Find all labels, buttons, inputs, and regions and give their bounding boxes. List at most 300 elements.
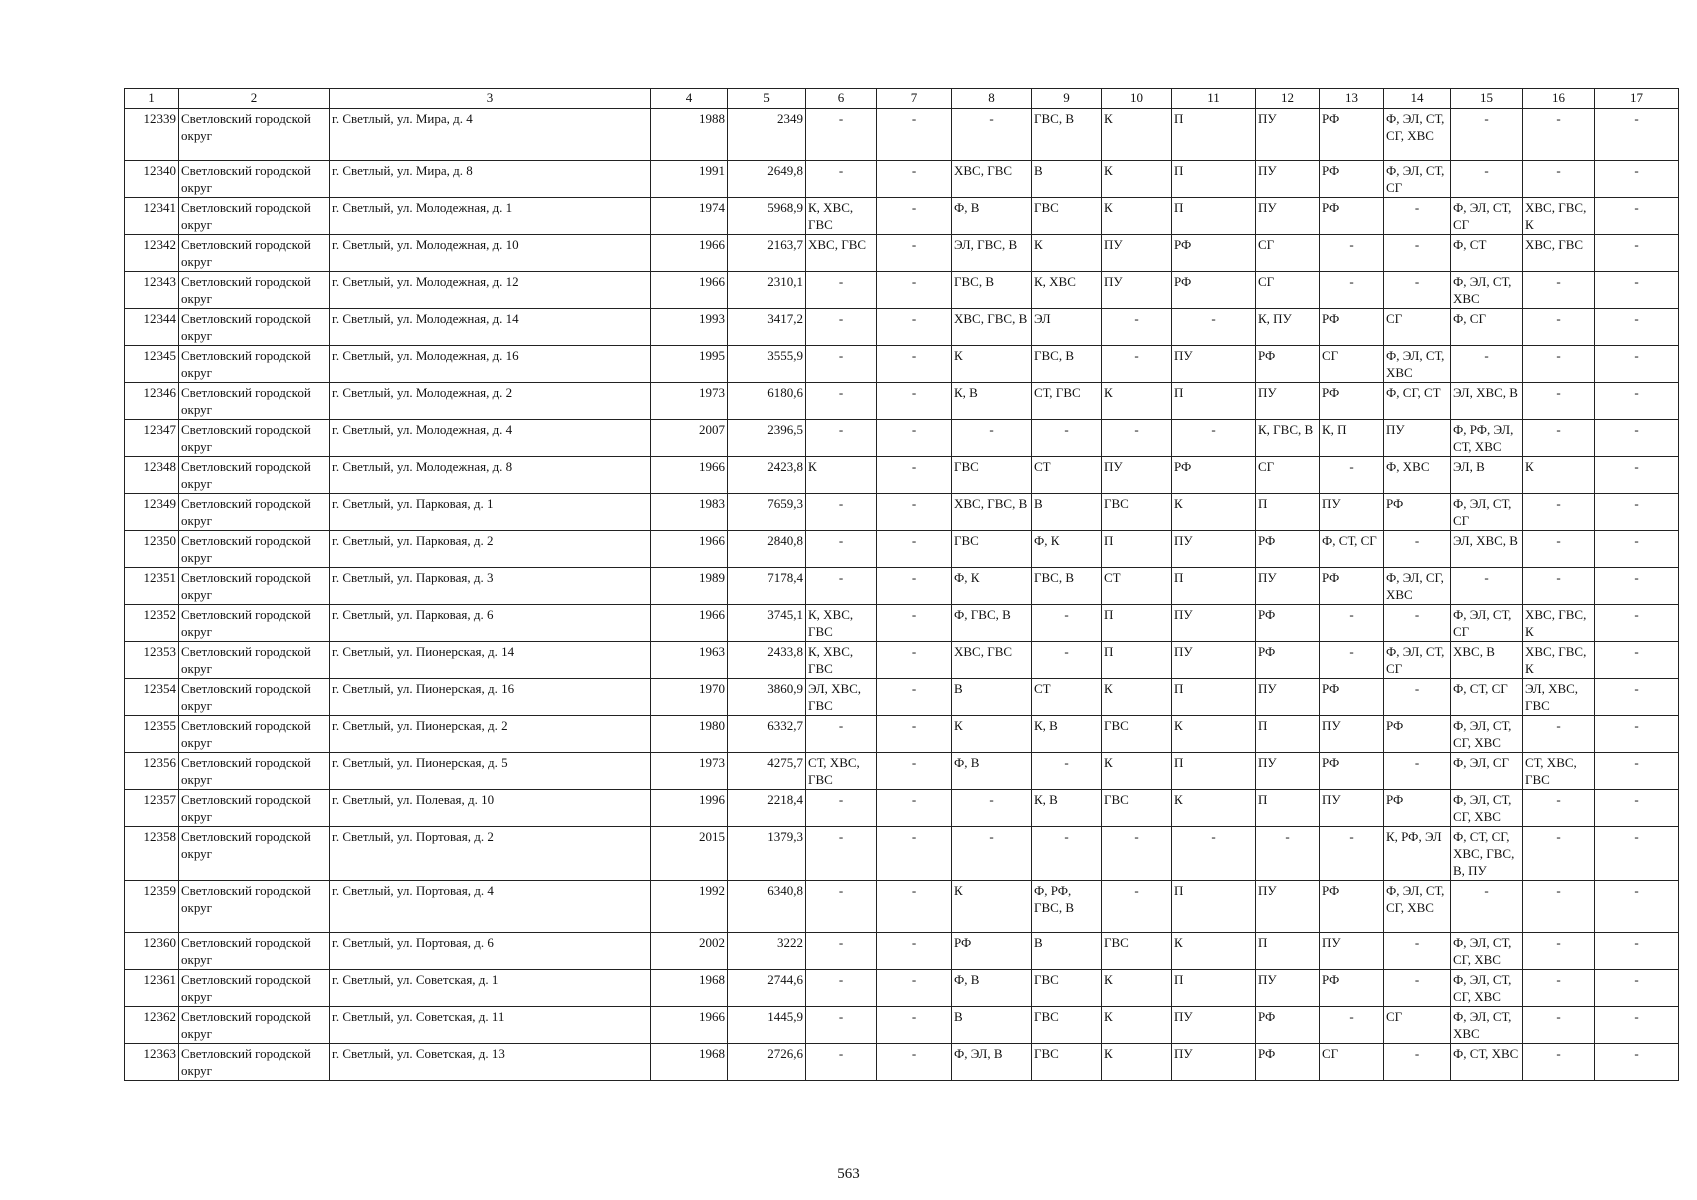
cell-col-12: П bbox=[1256, 494, 1320, 531]
cell-area: 2163,7 bbox=[728, 235, 806, 272]
cell-col-15: - bbox=[1451, 346, 1523, 383]
cell-col-10: - bbox=[1102, 309, 1172, 346]
cell-col-6: - bbox=[806, 970, 877, 1007]
cell-address: г. Светлый, ул. Советская, д. 11 bbox=[330, 1007, 651, 1044]
cell-col-7: - bbox=[877, 642, 952, 679]
cell-col-17: - bbox=[1595, 605, 1679, 642]
cell-col-17: - bbox=[1595, 881, 1679, 933]
cell-municipality: Светловский городской округ bbox=[179, 346, 330, 383]
header-cell-12: 12 bbox=[1256, 89, 1320, 109]
cell-municipality: Светловский городской округ bbox=[179, 679, 330, 716]
cell-col-7: - bbox=[877, 272, 952, 309]
cell-col-15: ХВС, В bbox=[1451, 642, 1523, 679]
cell-col-11: - bbox=[1172, 827, 1256, 881]
cell-municipality: Светловский городской округ bbox=[179, 642, 330, 679]
cell-col-16: СТ, ХВС, ГВС bbox=[1523, 753, 1595, 790]
cell-municipality: Светловский городской округ bbox=[179, 827, 330, 881]
cell-col-15: Ф, ЭЛ, СГ bbox=[1451, 753, 1523, 790]
table-row bbox=[125, 790, 1679, 827]
cell-col-17: - bbox=[1595, 1007, 1679, 1044]
cell-col-16: - bbox=[1523, 970, 1595, 1007]
cell-area: 7659,3 bbox=[728, 494, 806, 531]
cell-area: 2840,8 bbox=[728, 531, 806, 568]
cell-col-9: ГВС, В bbox=[1032, 109, 1102, 161]
cell-col-15: - bbox=[1451, 109, 1523, 161]
cell-area: 7178,4 bbox=[728, 568, 806, 605]
cell-col-10: П bbox=[1102, 642, 1172, 679]
cell-municipality: Светловский городской округ bbox=[179, 235, 330, 272]
cell-col-6: К, ХВС, ГВС bbox=[806, 198, 877, 235]
cell-record-number: 12345 bbox=[125, 346, 179, 383]
cell-col-16: - bbox=[1523, 161, 1595, 198]
cell-year-built: 1963 bbox=[651, 642, 728, 679]
cell-col-6: - bbox=[806, 881, 877, 933]
cell-col-14: - bbox=[1384, 272, 1451, 309]
cell-col-12: СГ bbox=[1256, 457, 1320, 494]
cell-area: 3222 bbox=[728, 933, 806, 970]
cell-col-17: - bbox=[1595, 383, 1679, 420]
cell-record-number: 12340 bbox=[125, 161, 179, 198]
cell-col-11: РФ bbox=[1172, 235, 1256, 272]
cell-col-10: ПУ bbox=[1102, 235, 1172, 272]
cell-col-14: - bbox=[1384, 605, 1451, 642]
cell-year-built: 2002 bbox=[651, 933, 728, 970]
cell-col-9: СТ, ГВС bbox=[1032, 383, 1102, 420]
cell-col-10: - bbox=[1102, 346, 1172, 383]
cell-col-14: Ф, ЭЛ, СТ, ХВС bbox=[1384, 346, 1451, 383]
table-row bbox=[125, 383, 1679, 420]
cell-address: г. Светлый, ул. Парковая, д. 3 bbox=[330, 568, 651, 605]
cell-col-16: - bbox=[1523, 109, 1595, 161]
cell-address: г. Светлый, ул. Молодежная, д. 14 bbox=[330, 309, 651, 346]
cell-col-14: Ф, СГ, СТ bbox=[1384, 383, 1451, 420]
cell-col-13: РФ bbox=[1320, 161, 1384, 198]
table-row bbox=[125, 933, 1679, 970]
cell-record-number: 12342 bbox=[125, 235, 179, 272]
cell-area: 2396,5 bbox=[728, 420, 806, 457]
cell-col-14: Ф, ЭЛ, СТ, СГ, ХВС bbox=[1384, 881, 1451, 933]
cell-col-14: - bbox=[1384, 1044, 1451, 1081]
header-cell-13: 13 bbox=[1320, 89, 1384, 109]
cell-col-12: РФ bbox=[1256, 605, 1320, 642]
cell-municipality: Светловский городской округ bbox=[179, 970, 330, 1007]
cell-record-number: 12358 bbox=[125, 827, 179, 881]
cell-record-number: 12347 bbox=[125, 420, 179, 457]
header-cell-14: 14 bbox=[1384, 89, 1451, 109]
cell-col-6: - bbox=[806, 494, 877, 531]
cell-col-10: К bbox=[1102, 383, 1172, 420]
cell-col-10: К bbox=[1102, 161, 1172, 198]
cell-municipality: Светловский городской округ bbox=[179, 109, 330, 161]
table-row bbox=[125, 235, 1679, 272]
cell-year-built: 1993 bbox=[651, 309, 728, 346]
header-cell-10: 10 bbox=[1102, 89, 1172, 109]
cell-col-9: ЭЛ bbox=[1032, 309, 1102, 346]
cell-col-15: Ф, СТ bbox=[1451, 235, 1523, 272]
cell-municipality: Светловский городской округ bbox=[179, 790, 330, 827]
cell-col-7: - bbox=[877, 679, 952, 716]
cell-col-7: - bbox=[877, 881, 952, 933]
cell-col-14: Ф, ХВС bbox=[1384, 457, 1451, 494]
cell-col-17: - bbox=[1595, 531, 1679, 568]
cell-col-6: К, ХВС, ГВС bbox=[806, 642, 877, 679]
cell-col-16: - bbox=[1523, 531, 1595, 568]
cell-col-11: П bbox=[1172, 109, 1256, 161]
cell-col-14: Ф, ЭЛ, СТ, СГ bbox=[1384, 161, 1451, 198]
cell-col-11: ПУ bbox=[1172, 605, 1256, 642]
cell-record-number: 12361 bbox=[125, 970, 179, 1007]
cell-col-7: - bbox=[877, 568, 952, 605]
cell-record-number: 12351 bbox=[125, 568, 179, 605]
cell-col-15: Ф, ЭЛ, СТ, СГ, ХВС bbox=[1451, 933, 1523, 970]
cell-col-12: РФ bbox=[1256, 642, 1320, 679]
cell-address: г. Светлый, ул. Советская, д. 1 bbox=[330, 970, 651, 1007]
cell-col-9: ГВС bbox=[1032, 970, 1102, 1007]
cell-col-12: ПУ bbox=[1256, 881, 1320, 933]
cell-col-9: - bbox=[1032, 642, 1102, 679]
cell-record-number: 12343 bbox=[125, 272, 179, 309]
cell-col-8: В bbox=[952, 1007, 1032, 1044]
cell-col-6: К, ХВС, ГВС bbox=[806, 605, 877, 642]
cell-col-9: К, В bbox=[1032, 790, 1102, 827]
cell-col-11: К bbox=[1172, 790, 1256, 827]
cell-col-11: К bbox=[1172, 933, 1256, 970]
cell-col-15: - bbox=[1451, 161, 1523, 198]
cell-col-9: - bbox=[1032, 753, 1102, 790]
cell-area: 2744,6 bbox=[728, 970, 806, 1007]
cell-col-16: - bbox=[1523, 494, 1595, 531]
cell-col-12: ПУ bbox=[1256, 679, 1320, 716]
cell-address: г. Светлый, ул. Молодежная, д. 10 bbox=[330, 235, 651, 272]
cell-col-15: Ф, СТ, СГ, ХВС, ГВС, В, ПУ bbox=[1451, 827, 1523, 881]
cell-col-15: Ф, РФ, ЭЛ, СТ, ХВС bbox=[1451, 420, 1523, 457]
table-row bbox=[125, 642, 1679, 679]
cell-area: 3555,9 bbox=[728, 346, 806, 383]
table-row bbox=[125, 1007, 1679, 1044]
cell-record-number: 12353 bbox=[125, 642, 179, 679]
cell-municipality: Светловский городской округ bbox=[179, 881, 330, 933]
cell-col-6: - bbox=[806, 272, 877, 309]
cell-col-8: Ф, В bbox=[952, 753, 1032, 790]
cell-col-10: ГВС bbox=[1102, 790, 1172, 827]
cell-col-9: ГВС, В bbox=[1032, 568, 1102, 605]
cell-year-built: 1988 bbox=[651, 109, 728, 161]
cell-col-14: Ф, ЭЛ, СГ, ХВС bbox=[1384, 568, 1451, 605]
cell-col-12: К, ПУ bbox=[1256, 309, 1320, 346]
cell-area: 2349 bbox=[728, 109, 806, 161]
cell-col-8: - bbox=[952, 790, 1032, 827]
cell-record-number: 12360 bbox=[125, 933, 179, 970]
cell-year-built: 1996 bbox=[651, 790, 728, 827]
cell-col-11: ПУ bbox=[1172, 1044, 1256, 1081]
cell-year-built: 1980 bbox=[651, 716, 728, 753]
cell-col-6: - bbox=[806, 716, 877, 753]
cell-col-6: - bbox=[806, 383, 877, 420]
cell-col-6: - bbox=[806, 568, 877, 605]
cell-col-13: - bbox=[1320, 605, 1384, 642]
cell-address: г. Светлый, ул. Портовая, д. 2 bbox=[330, 827, 651, 881]
cell-col-9: К bbox=[1032, 235, 1102, 272]
cell-col-13: РФ bbox=[1320, 309, 1384, 346]
cell-col-13: - bbox=[1320, 827, 1384, 881]
cell-col-16: - bbox=[1523, 309, 1595, 346]
header-cell-3: 3 bbox=[330, 89, 651, 109]
cell-col-16: ХВС, ГВС, К bbox=[1523, 605, 1595, 642]
cell-col-10: - bbox=[1102, 881, 1172, 933]
cell-col-10: ПУ bbox=[1102, 457, 1172, 494]
cell-col-11: К bbox=[1172, 716, 1256, 753]
page-number: 563 bbox=[837, 1166, 860, 1182]
cell-col-10: ПУ bbox=[1102, 272, 1172, 309]
cell-col-16: ЭЛ, ХВС, ГВС bbox=[1523, 679, 1595, 716]
cell-col-17: - bbox=[1595, 109, 1679, 161]
cell-col-12: П bbox=[1256, 933, 1320, 970]
cell-col-15: Ф, ЭЛ, СТ, ХВС bbox=[1451, 1007, 1523, 1044]
cell-col-11: ПУ bbox=[1172, 642, 1256, 679]
cell-col-11: ПУ bbox=[1172, 531, 1256, 568]
cell-col-9: ГВС bbox=[1032, 1044, 1102, 1081]
cell-year-built: 1973 bbox=[651, 383, 728, 420]
cell-col-6: - bbox=[806, 1007, 877, 1044]
header-cell-5: 5 bbox=[728, 89, 806, 109]
cell-area: 2310,1 bbox=[728, 272, 806, 309]
cell-col-7: - bbox=[877, 790, 952, 827]
table-row bbox=[125, 679, 1679, 716]
cell-col-8: Ф, В bbox=[952, 198, 1032, 235]
cell-col-16: ХВС, ГВС, К bbox=[1523, 642, 1595, 679]
cell-record-number: 12362 bbox=[125, 1007, 179, 1044]
cell-col-15: Ф, ЭЛ, СТ, СГ bbox=[1451, 494, 1523, 531]
cell-area: 6180,6 bbox=[728, 383, 806, 420]
cell-col-6: - bbox=[806, 346, 877, 383]
cell-col-15: Ф, ЭЛ, СТ, СГ bbox=[1451, 605, 1523, 642]
cell-col-17: - bbox=[1595, 642, 1679, 679]
cell-col-17: - bbox=[1595, 235, 1679, 272]
cell-col-10: К bbox=[1102, 1044, 1172, 1081]
cell-col-13: РФ bbox=[1320, 109, 1384, 161]
cell-col-17: - bbox=[1595, 161, 1679, 198]
registry-table bbox=[124, 88, 1679, 1081]
header-row bbox=[125, 89, 1679, 109]
cell-col-11: ПУ bbox=[1172, 1007, 1256, 1044]
table-row bbox=[125, 716, 1679, 753]
cell-year-built: 1966 bbox=[651, 272, 728, 309]
cell-col-15: ЭЛ, В bbox=[1451, 457, 1523, 494]
header-cell-6: 6 bbox=[806, 89, 877, 109]
cell-col-8: ХВС, ГВС bbox=[952, 642, 1032, 679]
cell-col-9: Ф, РФ, ГВС, В bbox=[1032, 881, 1102, 933]
cell-col-6: - bbox=[806, 420, 877, 457]
cell-col-12: - bbox=[1256, 827, 1320, 881]
cell-col-10: К bbox=[1102, 109, 1172, 161]
cell-col-9: - bbox=[1032, 420, 1102, 457]
cell-col-12: ПУ bbox=[1256, 109, 1320, 161]
cell-record-number: 12348 bbox=[125, 457, 179, 494]
cell-col-16: К bbox=[1523, 457, 1595, 494]
cell-col-16: - bbox=[1523, 568, 1595, 605]
cell-col-9: В bbox=[1032, 494, 1102, 531]
cell-col-9: - bbox=[1032, 827, 1102, 881]
cell-col-9: Ф, К bbox=[1032, 531, 1102, 568]
cell-col-14: - bbox=[1384, 198, 1451, 235]
cell-address: г. Светлый, ул. Молодежная, д. 4 bbox=[330, 420, 651, 457]
cell-col-6: К bbox=[806, 457, 877, 494]
cell-year-built: 1995 bbox=[651, 346, 728, 383]
cell-col-15: Ф, СТ, ХВС bbox=[1451, 1044, 1523, 1081]
cell-col-11: - bbox=[1172, 420, 1256, 457]
cell-col-15: ЭЛ, ХВС, В bbox=[1451, 531, 1523, 568]
cell-col-14: - bbox=[1384, 933, 1451, 970]
cell-address: г. Светлый, ул. Молодежная, д. 12 bbox=[330, 272, 651, 309]
cell-col-7: - bbox=[877, 457, 952, 494]
cell-col-15: - bbox=[1451, 568, 1523, 605]
cell-area: 6332,7 bbox=[728, 716, 806, 753]
cell-year-built: 1991 bbox=[651, 161, 728, 198]
cell-col-8: Ф, ГВС, В bbox=[952, 605, 1032, 642]
cell-municipality: Светловский городской округ bbox=[179, 1007, 330, 1044]
table-row bbox=[125, 568, 1679, 605]
cell-col-6: - bbox=[806, 790, 877, 827]
cell-col-17: - bbox=[1595, 494, 1679, 531]
cell-municipality: Светловский городской округ bbox=[179, 272, 330, 309]
cell-col-9: К, ХВС bbox=[1032, 272, 1102, 309]
cell-year-built: 1973 bbox=[651, 753, 728, 790]
cell-col-16: - bbox=[1523, 933, 1595, 970]
cell-col-15: Ф, ЭЛ, СТ, ХВС bbox=[1451, 272, 1523, 309]
header-cell-4: 4 bbox=[651, 89, 728, 109]
cell-col-13: СГ bbox=[1320, 346, 1384, 383]
cell-col-17: - bbox=[1595, 568, 1679, 605]
cell-col-9: В bbox=[1032, 933, 1102, 970]
cell-col-7: - bbox=[877, 1044, 952, 1081]
cell-col-15: Ф, ЭЛ, СТ, СГ, ХВС bbox=[1451, 716, 1523, 753]
cell-col-17: - bbox=[1595, 753, 1679, 790]
cell-col-8: К bbox=[952, 716, 1032, 753]
cell-col-16: - bbox=[1523, 716, 1595, 753]
cell-col-13: - bbox=[1320, 272, 1384, 309]
cell-col-10: ГВС bbox=[1102, 716, 1172, 753]
cell-col-15: Ф, СГ bbox=[1451, 309, 1523, 346]
cell-address: г. Светлый, ул. Парковая, д. 1 bbox=[330, 494, 651, 531]
cell-col-12: ПУ bbox=[1256, 383, 1320, 420]
cell-col-15: ЭЛ, ХВС, В bbox=[1451, 383, 1523, 420]
cell-col-17: - bbox=[1595, 309, 1679, 346]
cell-year-built: 1989 bbox=[651, 568, 728, 605]
cell-col-10: К bbox=[1102, 970, 1172, 1007]
cell-col-8: - bbox=[952, 827, 1032, 881]
cell-col-17: - bbox=[1595, 790, 1679, 827]
table-row bbox=[125, 109, 1679, 161]
cell-col-8: Ф, В bbox=[952, 970, 1032, 1007]
cell-col-6: СТ, ХВС, ГВС bbox=[806, 753, 877, 790]
cell-col-13: РФ bbox=[1320, 970, 1384, 1007]
header-cell-7: 7 bbox=[877, 89, 952, 109]
cell-col-11: П bbox=[1172, 198, 1256, 235]
header-cell-9: 9 bbox=[1032, 89, 1102, 109]
cell-col-16: - bbox=[1523, 790, 1595, 827]
cell-col-13: - bbox=[1320, 457, 1384, 494]
cell-col-15: Ф, ЭЛ, СТ, СГ, ХВС bbox=[1451, 790, 1523, 827]
cell-col-12: ПУ bbox=[1256, 753, 1320, 790]
table-row bbox=[125, 494, 1679, 531]
cell-municipality: Светловский городской округ bbox=[179, 198, 330, 235]
cell-col-10: П bbox=[1102, 605, 1172, 642]
cell-col-12: ПУ bbox=[1256, 161, 1320, 198]
table-row bbox=[125, 531, 1679, 568]
cell-col-12: К, ГВС, В bbox=[1256, 420, 1320, 457]
cell-col-10: - bbox=[1102, 827, 1172, 881]
cell-col-8: К, В bbox=[952, 383, 1032, 420]
cell-col-6: - bbox=[806, 309, 877, 346]
cell-col-17: - bbox=[1595, 970, 1679, 1007]
cell-address: г. Светлый, ул. Молодежная, д. 1 bbox=[330, 198, 651, 235]
cell-municipality: Светловский городской округ bbox=[179, 716, 330, 753]
cell-area: 3745,1 bbox=[728, 605, 806, 642]
cell-municipality: Светловский городской округ bbox=[179, 568, 330, 605]
cell-col-8: Ф, К bbox=[952, 568, 1032, 605]
cell-col-11: П bbox=[1172, 970, 1256, 1007]
cell-col-13: ПУ bbox=[1320, 933, 1384, 970]
cell-col-8: Ф, ЭЛ, В bbox=[952, 1044, 1032, 1081]
cell-record-number: 12344 bbox=[125, 309, 179, 346]
cell-year-built: 1966 bbox=[651, 531, 728, 568]
cell-col-10: СТ bbox=[1102, 568, 1172, 605]
cell-record-number: 12357 bbox=[125, 790, 179, 827]
cell-col-7: - bbox=[877, 531, 952, 568]
cell-municipality: Светловский городской округ bbox=[179, 161, 330, 198]
cell-col-7: - bbox=[877, 109, 952, 161]
cell-col-8: ГВС, В bbox=[952, 272, 1032, 309]
cell-col-8: ГВС bbox=[952, 457, 1032, 494]
cell-col-11: РФ bbox=[1172, 457, 1256, 494]
cell-col-7: - bbox=[877, 933, 952, 970]
cell-col-7: - bbox=[877, 420, 952, 457]
cell-col-6: - bbox=[806, 109, 877, 161]
cell-col-16: - bbox=[1523, 383, 1595, 420]
cell-address: г. Светлый, ул. Молодежная, д. 8 bbox=[330, 457, 651, 494]
cell-col-13: - bbox=[1320, 1007, 1384, 1044]
cell-col-14: - bbox=[1384, 679, 1451, 716]
cell-address: г. Светлый, ул. Молодежная, д. 16 bbox=[330, 346, 651, 383]
header-cell-1: 1 bbox=[125, 89, 179, 109]
cell-col-8: РФ bbox=[952, 933, 1032, 970]
cell-col-9: ГВС bbox=[1032, 1007, 1102, 1044]
cell-col-6: - bbox=[806, 1044, 877, 1081]
cell-col-9: В bbox=[1032, 161, 1102, 198]
cell-municipality: Светловский городской округ bbox=[179, 309, 330, 346]
cell-year-built: 1966 bbox=[651, 457, 728, 494]
cell-col-7: - bbox=[877, 1007, 952, 1044]
cell-col-6: ЭЛ, ХВС, ГВС bbox=[806, 679, 877, 716]
cell-col-9: ГВС, В bbox=[1032, 346, 1102, 383]
cell-col-9: - bbox=[1032, 605, 1102, 642]
cell-col-13: РФ bbox=[1320, 753, 1384, 790]
cell-col-11: П bbox=[1172, 881, 1256, 933]
cell-col-6: - bbox=[806, 161, 877, 198]
cell-col-7: - bbox=[877, 494, 952, 531]
table-row bbox=[125, 605, 1679, 642]
cell-col-13: Ф, СТ, СГ bbox=[1320, 531, 1384, 568]
cell-area: 2649,8 bbox=[728, 161, 806, 198]
cell-col-16: - bbox=[1523, 1044, 1595, 1081]
cell-col-16: - bbox=[1523, 420, 1595, 457]
cell-col-7: - bbox=[877, 753, 952, 790]
cell-col-16: - bbox=[1523, 881, 1595, 933]
table-row bbox=[125, 198, 1679, 235]
cell-municipality: Светловский городской округ bbox=[179, 494, 330, 531]
cell-col-12: РФ bbox=[1256, 1044, 1320, 1081]
cell-address: г. Светлый, ул. Мира, д. 8 bbox=[330, 161, 651, 198]
